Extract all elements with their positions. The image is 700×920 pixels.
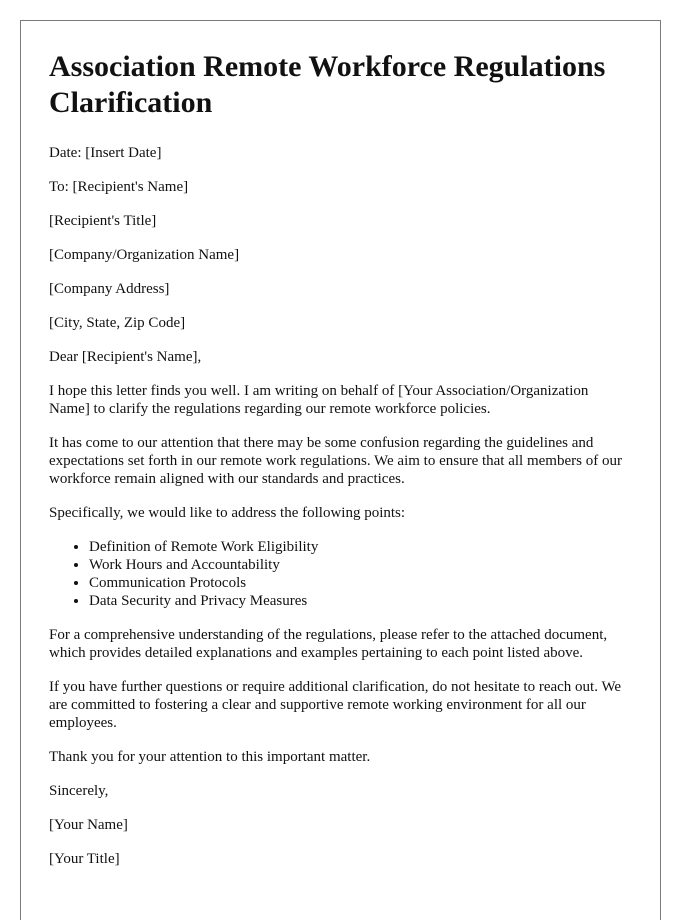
list-item: • Data Security and Privacy Measures — [89, 592, 632, 610]
thanks-paragraph: Thank you for your attention to this important matter. — [49, 749, 371, 765]
recipient-name-line: To: [Recipient's Name] — [49, 179, 189, 195]
salutation: Dear [Recipient's Name], — [49, 349, 202, 365]
list-item: • Communication Protocols — [89, 574, 632, 592]
questions-paragraph: If you have further questions or require additional clarification, do not hesitate to reach out. We are committed to fostering a clear and supportive remote working environment for all our employees. — [49, 679, 622, 731]
confusion-paragraph: It has come to our attention that there may be some confusion regarding the guidelines and expectations set forth in our remote work regulations. We aim to ensure that all members of our workforce remain aligned with our standards and practices. — [49, 435, 622, 487]
organization-line: [Company/Organization Name] — [49, 247, 240, 263]
letter-document — [20, 20, 661, 920]
points-intro-paragraph: Specifically, we would like to address the following points: — [49, 505, 406, 521]
letter-title: Association Remote Workforce Regulations Clarification — [49, 50, 606, 119]
regulation-points-list — [49, 538, 632, 610]
city-state-zip-line: [City, State, Zip Code] — [49, 315, 186, 331]
address-line: [Company Address] — [49, 281, 170, 297]
reference-paragraph: For a comprehensive understanding of the regulations, please refer to the attached document, which provides detailed explanations and examples pertaining to each point listed above. — [49, 627, 608, 661]
list-item: • Work Hours and Accountability — [89, 556, 632, 574]
intro-paragraph: I hope this letter finds you well. I am writing on behalf of [Your Association/Organization Name] to clarify the regulations regarding our remote workforce policies. — [49, 383, 589, 417]
list-item: • Definition of Remote Work Eligibility — [89, 538, 632, 556]
signature-name: [Your Name] — [49, 817, 128, 833]
date-line: Date: [Insert Date] — [49, 145, 162, 161]
closing: Sincerely, — [49, 783, 109, 799]
signature-title: [Your Title] — [49, 851, 120, 867]
recipient-title-line: [Recipient's Title] — [49, 213, 157, 229]
